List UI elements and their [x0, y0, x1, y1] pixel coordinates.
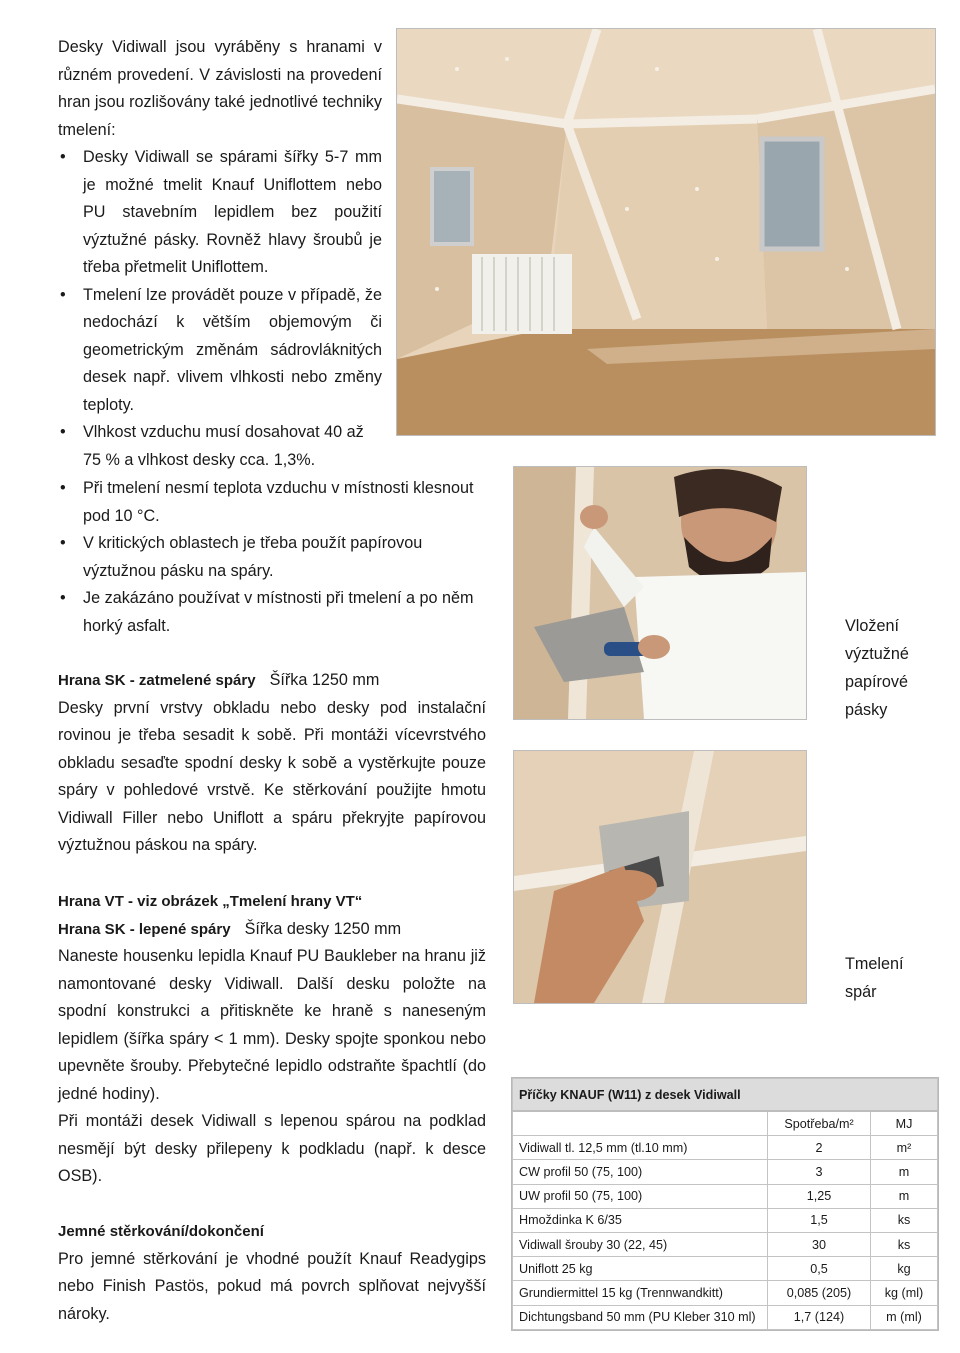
section-finish	[58, 1218, 486, 1328]
tape-insertion-photo	[513, 466, 807, 720]
table-row	[513, 1136, 938, 1160]
row-unit: m	[871, 1160, 938, 1184]
section-text: Pro jemné stěrkování je vhodné použít Knauf Readygips nebo Finish Pastös, pokud má povrch splňovat nejvyšší nároky.	[58, 1249, 486, 1323]
section-text: Desky první vrstvy obkladu nebo desky pod instalační rovinou je třeba sesadit k sobě. Při montáži vícevrstvého obkladu sesaďte spodní desky k sobě a vystěrkujte pouze spáry v pohledové vrstvě. Ke stěrkování použijte hmotu Vidiwall Filler nebo Uniflott a spáru překryjte papírovou výztužnou páskou na spáry.	[58, 698, 486, 854]
bullet-item: • V kritických oblastech je třeba použít papírovou výztužnou pásku na spáry.	[58, 530, 488, 585]
row-unit: m (ml)	[871, 1305, 938, 1329]
section-sk-zatmelene	[58, 667, 486, 860]
row-qty: 1,25	[768, 1184, 871, 1208]
table-row	[513, 1281, 938, 1305]
intro-section-wide	[58, 475, 488, 640]
section-heading: Hrana VT - viz obrázek „Tmelení hrany VT“	[58, 893, 363, 910]
section-heading: Jemné stěrkování/dokončení	[58, 1223, 264, 1240]
heading-label: Hrana SK - lepené spáry	[58, 920, 231, 938]
heading-label: Hrana SK - zatmelené spáry	[58, 672, 256, 689]
material-table	[511, 1077, 939, 1331]
tape-insertion-illustration	[514, 467, 806, 719]
row-qty: 3	[768, 1160, 871, 1184]
row-name: UW profil 50 (75, 100)	[513, 1184, 768, 1208]
joint-filling-illustration	[514, 751, 806, 1003]
section-vt	[58, 888, 486, 1191]
intro-section	[58, 34, 382, 474]
table-title: Příčky KNAUF (W11) z desek Vidiwall	[513, 1079, 938, 1112]
attic-room-illustration	[397, 29, 935, 435]
row-name: CW profil 50 (75, 100)	[513, 1160, 768, 1184]
table-header-qty: Spotřeba/m²	[768, 1111, 871, 1136]
row-name: Vidiwall tl. 12,5 mm (tl.10 mm)	[513, 1136, 768, 1160]
table-row	[513, 1257, 938, 1281]
table-header-row	[513, 1111, 938, 1136]
attic-room-photo	[396, 28, 936, 436]
joint-filling-caption: Tmelení spár	[845, 955, 904, 1001]
joint-filling-photo	[513, 750, 807, 1004]
table-row	[513, 1232, 938, 1256]
intro-paragraph: Desky Vidiwall jsou vyráběny s hranami v různém provedení. V závislosti na provedení hran jsou rozlišovány také jednotlivé techniky tmelení:	[58, 38, 382, 139]
row-qty: 30	[768, 1232, 871, 1256]
row-qty: 1,5	[768, 1208, 871, 1232]
table-row	[513, 1160, 938, 1184]
row-unit: ks	[871, 1232, 938, 1256]
row-unit: m	[871, 1184, 938, 1208]
section-text: Při montáži desek Vidiwall s lepenou spárou na podklad nesmějí být desky přilepeny k podkladu (např. k desce OSB).	[58, 1112, 486, 1185]
bullet-item: • Je zakázáno používat v místnosti při tmelení a po něm horký asfalt.	[58, 585, 488, 640]
bullet-item: • Vlhkost vzduchu musí dosahovat 40 až 75 % a vlhkost desky cca. 1,3%.	[58, 419, 368, 474]
table-row	[513, 1184, 938, 1208]
bullet-item: • Při tmelení nesmí teplota vzduchu v místnosti klesnout pod 10 °C.	[58, 475, 488, 530]
table-row	[513, 1208, 938, 1232]
section-text: Naneste housenku lepidla Knauf PU Baukleber na hranu již namontované desky Vidiwall. Další desku položte na spodní konstrukci a přitiskněte ke hraně s naneseným lepidlem (šířka spáry < 1 mm). Desky spojte sponkou nebo upevněte šrouby. Přebytečné lepidlo odstraňte špachtlí (do jedné hodiny).	[58, 947, 486, 1103]
heading-width: Šířka 1250 mm	[269, 671, 380, 689]
table-title-row	[513, 1079, 938, 1112]
table-row	[513, 1305, 938, 1329]
row-name: Uniflott 25 kg	[513, 1257, 768, 1281]
section-heading	[58, 667, 486, 695]
bullet-item: • Tmelení lze provádět pouze v případě, že nedochází k větším objemovým či geometrickým změnám sádrovláknitých desek např. vlivem vlhkosti nebo změny teploty.	[58, 282, 382, 420]
table-header-cell	[513, 1111, 768, 1136]
row-name: Hmoždinka K 6/35	[513, 1208, 768, 1232]
row-name: Vidiwall šrouby 30 (22, 45)	[513, 1232, 768, 1256]
row-name: Grundiermittel 15 kg (Trennwandkitt)	[513, 1281, 768, 1305]
heading-width: Šířka desky 1250 mm	[244, 919, 402, 938]
row-unit: kg (ml)	[871, 1281, 938, 1305]
table-header-unit: MJ	[871, 1111, 938, 1136]
row-unit: ks	[871, 1208, 938, 1232]
tape-insertion-caption: Vložení výztužné papírové pásky	[845, 617, 909, 719]
section-heading	[58, 916, 486, 944]
row-unit: m²	[871, 1136, 938, 1160]
row-qty: 1,7 (124)	[768, 1305, 871, 1329]
bullet-item: • Desky Vidiwall se spárami šířky 5-7 mm je možné tmelit Knauf Uniflottem nebo PU stavebním lepidlem bez použití výztužné pásky. Rovněž hlavy šroubů je třeba přetmelit Uniflottem.	[58, 144, 382, 282]
row-qty: 0,5	[768, 1257, 871, 1281]
row-unit: kg	[871, 1257, 938, 1281]
row-qty: 2	[768, 1136, 871, 1160]
row-name: Dichtungsband 50 mm (PU Kleber 310 ml)	[513, 1305, 768, 1329]
row-qty: 0,085 (205)	[768, 1281, 871, 1305]
